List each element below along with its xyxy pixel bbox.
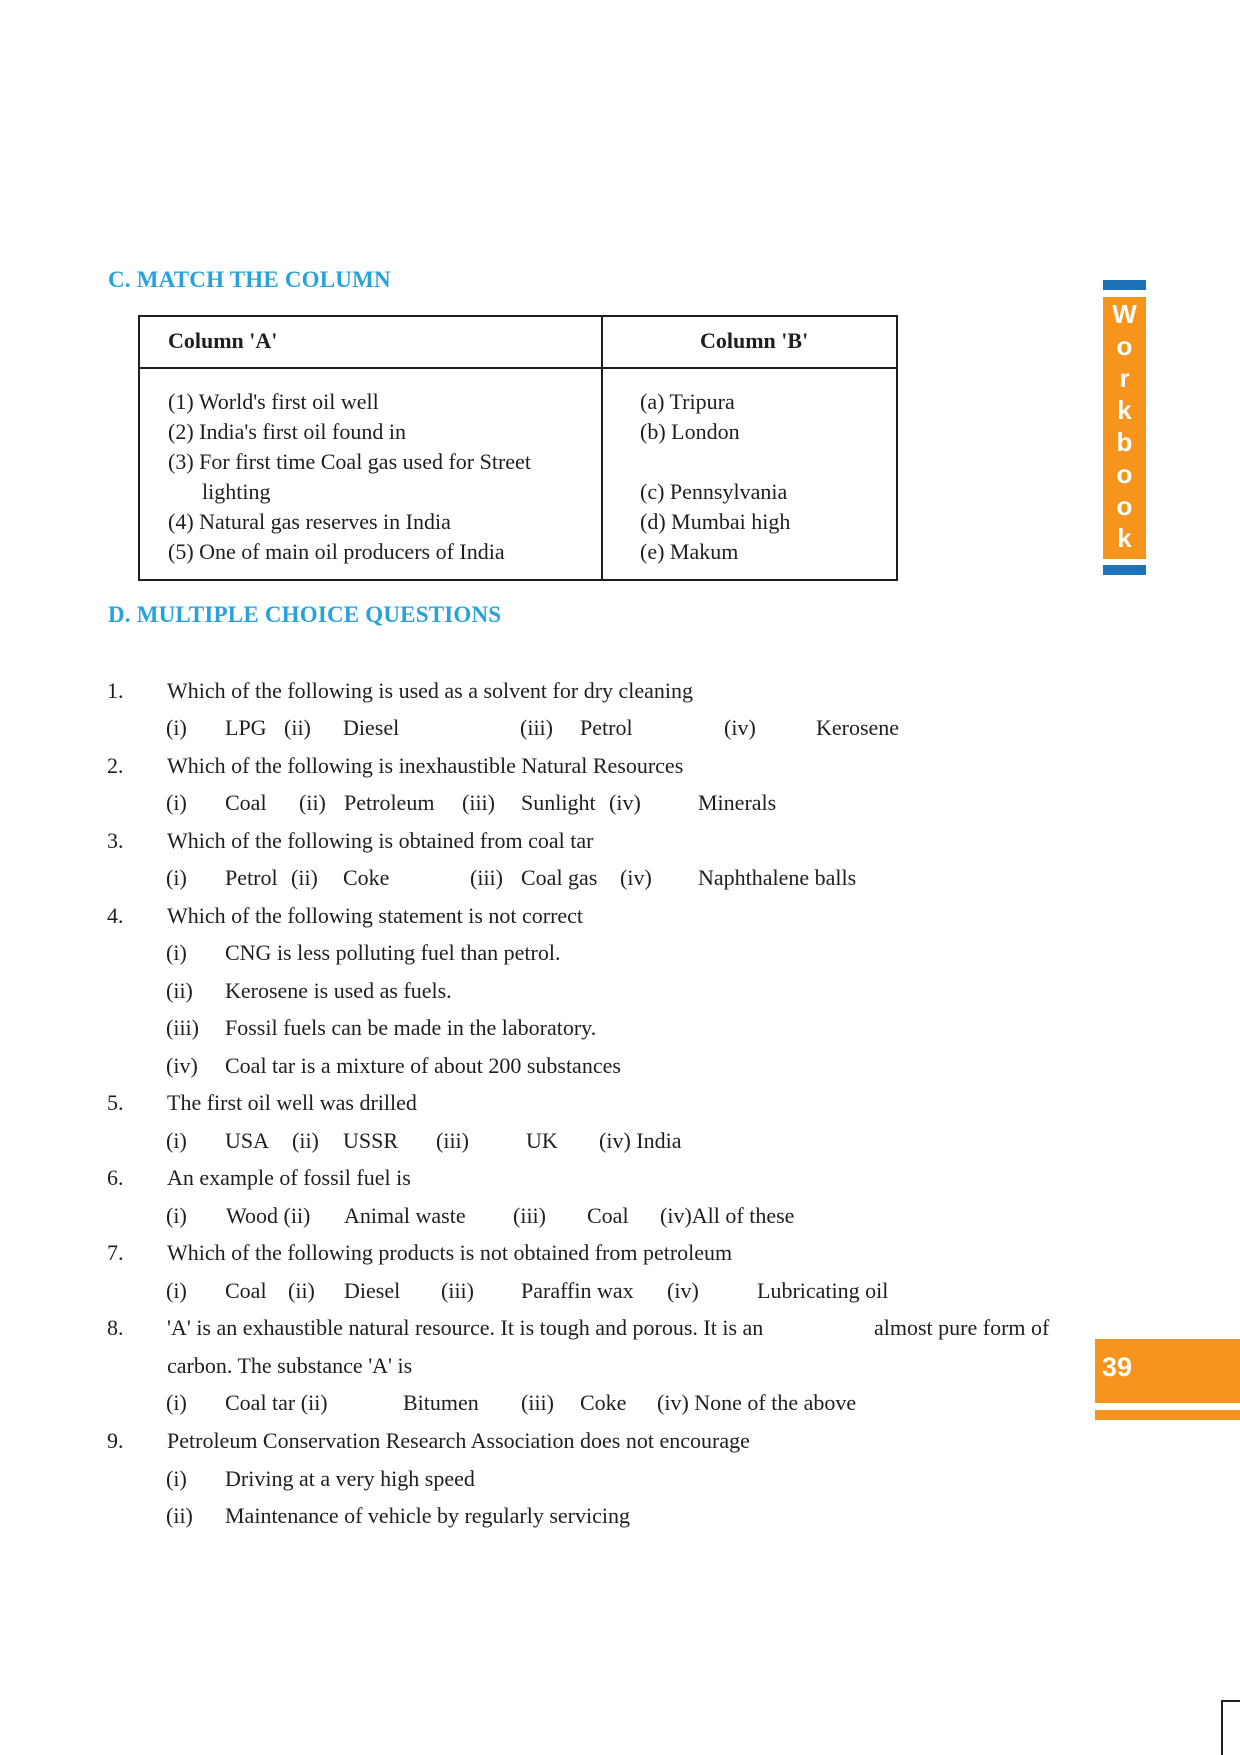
column-a-item: (3) For first time Coal gas used for Street [168, 449, 531, 474]
option-label: (i) [166, 865, 187, 890]
question-number: 4. [107, 903, 124, 928]
option-text: UK [526, 1128, 558, 1153]
option-label: (iii) [470, 865, 503, 890]
section-d-title: D. MULTIPLE CHOICE QUESTIONS [108, 602, 502, 627]
option-text: LPG [225, 715, 267, 740]
column-a-header: Column 'A' [168, 328, 278, 353]
option-text: Sunlight [521, 790, 596, 815]
option-label: (i) [166, 1390, 187, 1415]
option-text: Petrol [225, 865, 278, 890]
question-text: The first oil well was drilled [167, 1090, 417, 1115]
option-label: (i) [166, 715, 187, 740]
section-c-title: C. MATCH THE COLUMN [108, 267, 391, 292]
column-a-item: (1) World's first oil well [168, 389, 379, 414]
option-label: (ii) [291, 865, 318, 890]
option-label: (ii) [288, 1278, 315, 1303]
option-text: Lubricating oil [757, 1278, 889, 1303]
option-label: (i) [166, 1203, 187, 1228]
option-text: Petrol [580, 715, 633, 740]
question-number: 1. [107, 678, 124, 703]
side-tab-letter: W [1112, 299, 1137, 329]
question-number: 9. [107, 1428, 124, 1453]
option-label: (ii) [299, 790, 326, 815]
option-text: Bitumen [403, 1390, 479, 1415]
option-label: (iii) [436, 1128, 469, 1153]
option-text: Wood (ii) [226, 1203, 311, 1228]
sub-option-label: (iv) [166, 1053, 198, 1078]
page-number-stripe [1095, 1410, 1240, 1420]
column-a-item: (5) One of main oil producers of India [168, 539, 505, 564]
option-label: (iv) [667, 1278, 699, 1303]
column-b-item: (a) Tripura [640, 389, 735, 414]
question-text: Which of the following statement is not correct [167, 903, 584, 928]
question-number: 7. [107, 1240, 124, 1265]
side-tab-letter: k [1117, 395, 1132, 425]
option-text: USA [225, 1128, 270, 1153]
table-divider [601, 317, 603, 579]
side-tab-letter: o [1116, 491, 1133, 521]
column-a-item-continued: lighting [202, 479, 271, 504]
option-text: Coke [343, 865, 390, 890]
option-label: (iii) [441, 1278, 474, 1303]
column-b-item: (c) Pennsylvania [640, 479, 788, 504]
sub-option-text: CNG is less polluting fuel than petrol. [225, 940, 561, 965]
question-text: Which of the following is inexhaustible Natural Resources [167, 753, 684, 778]
column-b-header: Column 'B' [700, 328, 809, 353]
option-text: (iv)All of these [660, 1203, 795, 1228]
option-text: USSR [343, 1128, 399, 1153]
crop-mark [1221, 1700, 1240, 1702]
option-text: Coal [225, 790, 267, 815]
option-text: Coal gas [521, 865, 598, 890]
option-label: (i) [166, 1278, 187, 1303]
sub-option-label: (iii) [166, 1015, 199, 1040]
table-header-rule [140, 367, 896, 369]
option-label: (iii) [521, 1390, 554, 1415]
column-a-item: (2) India's first oil found in [168, 419, 406, 444]
sub-option-label: (i) [166, 1466, 187, 1491]
workbook-side-tab [1103, 297, 1146, 559]
side-tab-bottom-bar [1103, 565, 1146, 575]
option-text: Coal tar (ii) [225, 1390, 328, 1415]
column-b-item: (d) Mumbai high [640, 509, 791, 534]
option-label: (i) [166, 790, 187, 815]
option-label: (ii) [292, 1128, 319, 1153]
option-text: Coal [225, 1278, 267, 1303]
option-text: Paraffin wax [521, 1278, 634, 1303]
sub-option-text: Maintenance of vehicle by regularly servicing [225, 1503, 631, 1528]
side-tab-letter: b [1116, 427, 1133, 457]
question-number: 6. [107, 1165, 124, 1190]
sub-option-text: Driving at a very high speed [225, 1466, 475, 1491]
question-number: 3. [107, 828, 124, 853]
question-text: Petroleum Conservation Research Association does not encourage [167, 1428, 750, 1453]
sub-option-text: Fossil fuels can be made in the laboratory. [225, 1015, 597, 1040]
option-text: Animal waste [344, 1203, 466, 1228]
side-tab-letter: r [1119, 363, 1130, 393]
option-text: Naphthalene balls [698, 865, 857, 890]
match-table [138, 315, 898, 581]
option-text: Coal [587, 1203, 629, 1228]
question-text: 'A' is an exhaustible natural resource. It is tough and porous. It is an [167, 1315, 764, 1340]
option-text: (iv) None of the above [657, 1390, 857, 1415]
sub-option-label: (ii) [166, 1503, 193, 1528]
sub-option-text: Kerosene is used as fuels. [225, 978, 452, 1003]
question-text: Which of the following is obtained from coal tar [167, 828, 594, 853]
option-label: (ii) [284, 715, 311, 740]
side-tab-letter: o [1116, 331, 1133, 361]
option-text: Petroleum [344, 790, 435, 815]
column-a-item: (4) Natural gas reserves in India [168, 509, 451, 534]
option-label: (iii) [513, 1203, 546, 1228]
side-tab-letter: o [1116, 459, 1133, 489]
question-text: Which of the following is used as a solvent for dry cleaning [167, 678, 694, 703]
page-number: 39 [1102, 1352, 1133, 1382]
question-number: 8. [107, 1315, 124, 1340]
column-b-item: (e) Makum [640, 539, 739, 564]
option-label: (iii) [462, 790, 495, 815]
question-text: Which of the following products is not obtained from petroleum [167, 1240, 733, 1265]
sub-option-text: Coal tar is a mixture of about 200 substances [225, 1053, 621, 1078]
question-number: 2. [107, 753, 124, 778]
question-number: 5. [107, 1090, 124, 1115]
option-text: (iv) India [599, 1128, 682, 1153]
side-tab-letter: k [1117, 523, 1132, 553]
question-text: An example of fossil fuel is [167, 1165, 411, 1190]
option-label: (iv) [609, 790, 641, 815]
column-b-item: (b) London [640, 419, 740, 444]
question-text-end: almost pure form of [874, 1315, 1050, 1340]
option-label: (iii) [520, 715, 553, 740]
option-text: Kerosene [816, 715, 900, 740]
option-text: Diesel [344, 1278, 401, 1303]
crop-mark [1221, 1700, 1223, 1755]
option-label: (iv) [620, 865, 652, 890]
option-label: (i) [166, 1128, 187, 1153]
option-label: (iv) [724, 715, 756, 740]
sub-option-label: (i) [166, 940, 187, 965]
option-text: Coke [580, 1390, 627, 1415]
question-text-continued: carbon. The substance 'A' is [167, 1353, 413, 1378]
side-tab-top-bar [1103, 280, 1146, 290]
option-text: Minerals [698, 790, 777, 815]
option-text: Diesel [343, 715, 400, 740]
sub-option-label: (ii) [166, 978, 193, 1003]
